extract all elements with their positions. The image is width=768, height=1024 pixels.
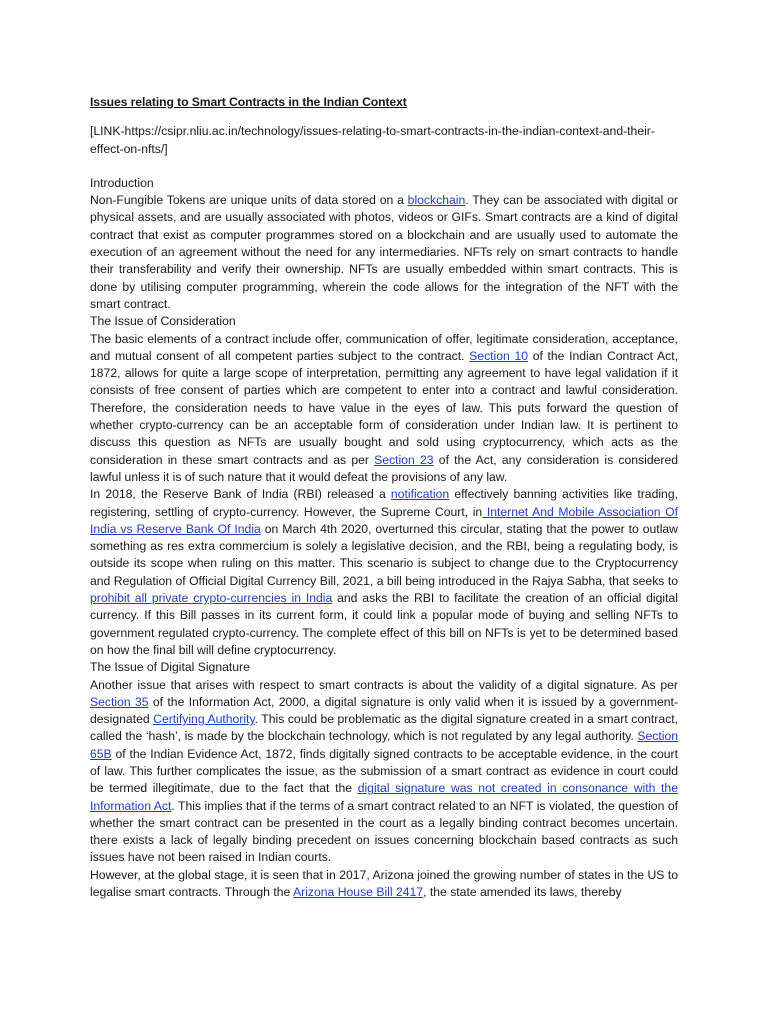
text-run: of the Information Act, 2000, a digital signature is only valid when it is issued by a government-designated [90,694,679,727]
document-title: Issues relating to Smart Contracts in the Indian Context [90,95,407,109]
text-run: Non-Fungible Tokens are unique units of data stored on a [90,193,408,208]
text-run: of the Act, any consideration is considered lawful unless it is of such nature that it would defeat the provisions of any law. [90,452,679,484]
link-section-10[interactable]: Section 10 [469,348,529,363]
text-run: The basic elements of a contract include offer, communication of offer, legitimate consideration, acceptance, and mutual consent of all competent parties subject to the contract. [90,331,678,363]
text-run: . They can be associated with digital or physical assets, and are usually associated with photos, videos or GIFs. Smart contracts are a kind of digital contract that exist as computer programmes stored on a blockchain and are usually used to automate the execution of an agreement without the need for any intermediaries. NFTs rely on smart contracts to handle their transferability and verify their ownership. NFTs are usually embedded within smart contracts. This is done by utilising computer programming, wherein the code allows for the integration of the NFT with the smart contract. [90,193,678,311]
section-heading-introduction: Introduction [90,175,154,190]
text-run: on March 4th 2020, overturned this circular, stating that the power to outlaw something as res extra commercium is solely a legislative decision, and the RBI, being a regulating body, is outside its scope when ruling on this matter. This scenario is subject to change due to the Cryptocurrency and Regulation of Official Digital Currency Bill, 2021, a bill being introduced in the Rajya Sabha, that seeks to [90,521,678,588]
text-run: However, at the global stage, it is seen that in 2017, Arizona joined the growing number of states in the US to legalise smart contracts. Through the [90,867,678,900]
source-link-text: [LINK-https://csipr.nliu.ac.in/technology/issues-relating-to-smart-contracts-in-the-indian-context-and-their-effect-on-nfts/] [90,124,655,156]
text-run: and asks the RBI to facilitate the creation of an official digital currency. If this Bill passes in its current form, it could link a popular mode of buying and selling NFTs to government regulated crypto-currency. The complete effect of this bill on NFTs is yet to be determined based on how the final bill will define cryptocurrency. [90,591,678,657]
text-run: Another issue that arises with respect to smart contracts is about the validity of a digital signature. As per [90,677,678,692]
link-section-65b[interactable]: Section 65B [90,729,678,761]
link-section-35[interactable]: Section 35 [90,694,149,709]
text-run: effectively banning activities like trading, registering, settling of crypto-currency. However, the Supreme Court, in [90,487,678,519]
text-run: , the state amended its laws, thereby [423,885,622,900]
link-notification[interactable]: notification [390,487,450,502]
text-run: . This could be problematic as the digital signature created in a smart contract, called the ‘hash’, is made by the blockchain technology, which is not regulated by any legal authority. [90,712,678,744]
link-digital-signature-info-act[interactable]: digital signature was not created in consonance with the Information Act [90,781,678,813]
link-section-23[interactable]: Section 23 [374,452,434,467]
signature-paragraph-1 [90,677,678,867]
section-heading-consideration: The Issue of Consideration [90,314,236,329]
consideration-paragraph-1 [90,331,678,487]
link-iamai-vs-rbi[interactable]: Internet And Mobile Association Of India vs Reserve Bank Of India [90,504,678,536]
document-page [90,94,678,901]
text-run: of the Indian Contract Act, 1872, allows for quite a large scope of interpretation, permitting any agreement to have legal validation if it consists of free consent of parties which are competent to enter into a contract and lawful consideration. Therefore, the consideration needs to have value in the eyes of law. This puts forward the question of whether crypto-currency can be an acceptable form of consideration under Indian law. It is pertinent to discuss this question as NFTs are usually bought and sold using cryptocurrency, which acts as the consideration in these smart contracts and as per [90,348,679,467]
section-heading-digital-signature: The Issue of Digital Signature [90,660,250,675]
link-arizona-bill-2417[interactable]: Arizona House Bill 2417 [293,885,424,900]
text-run: . This implies that if the terms of a smart contract related to an NFT is violated, the question of whether the smart contract can be presented in the court as a legally binding contract becomes uncertain. there exists a lack of legally binding precedent on issues concerning blockchain based contracts as such issues have not been raised in Indian courts. [90,798,678,865]
intro-paragraph [90,192,678,313]
text-run: of the Indian Evidence Act, 1872, finds digitally signed contracts to be acceptable evidence, in the court of law. This further complicates the issue, as the submission of a smart contract as evidence in court could be termed illegitimate, due to the fact that the [90,746,678,796]
link-blockchain[interactable]: blockchain [407,193,466,208]
signature-paragraph-2 [90,867,678,902]
link-prohibit-crypto[interactable]: prohibit all private crypto-currencies in India [90,591,333,606]
link-certifying-authority[interactable]: Certifying Authority [153,712,255,727]
text-run: In 2018, the Reserve Bank of India (RBI) released a [90,487,391,502]
consideration-paragraph-2 [90,486,678,659]
